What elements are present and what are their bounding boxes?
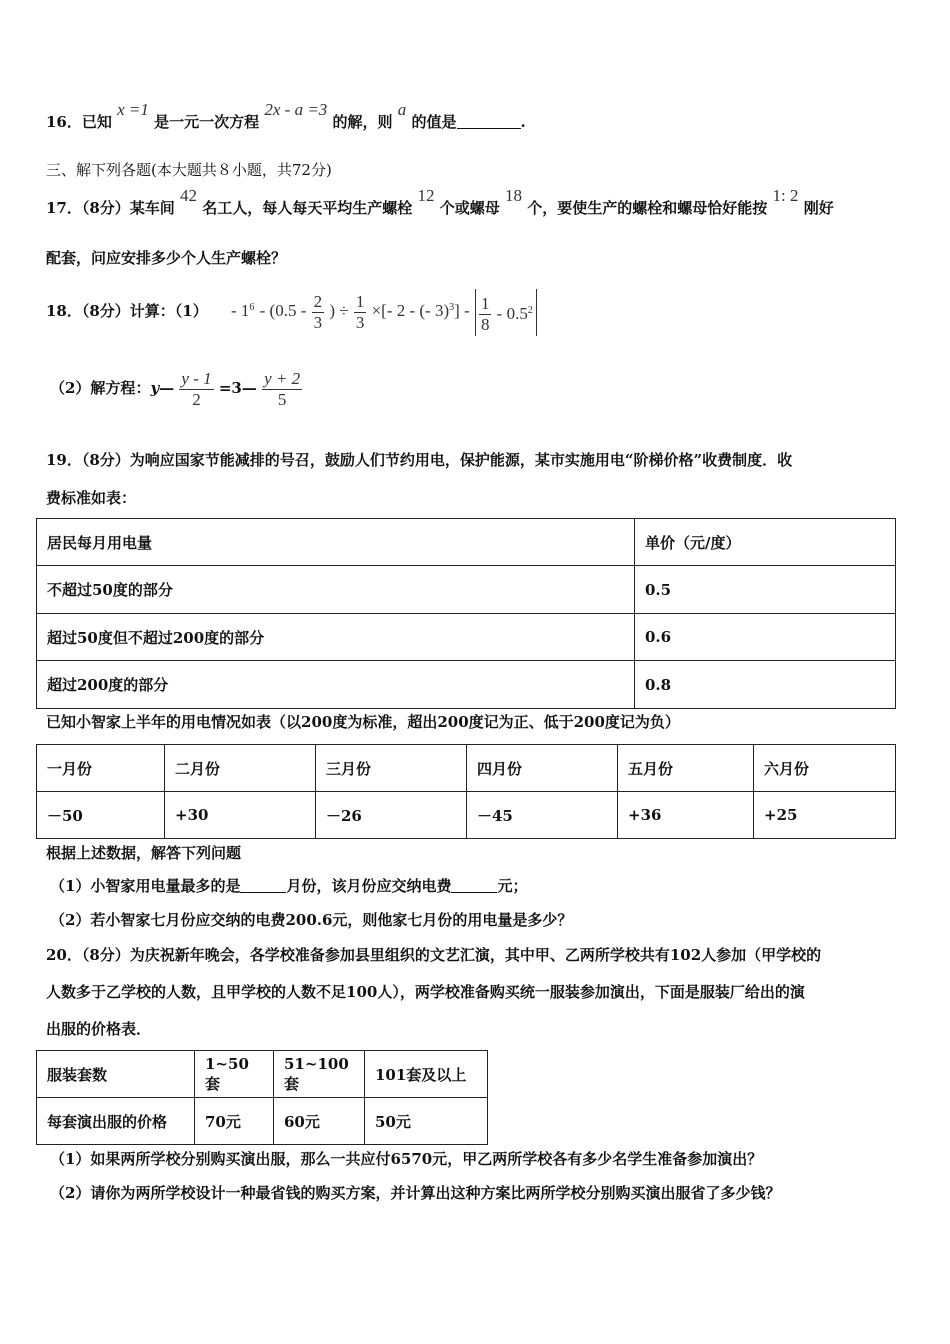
table-row: 居民每月用电量 单价（元/度） [37, 519, 896, 566]
question-19-line-2: 费标准如表： [46, 489, 137, 507]
fraction-y-plus-2-over-5: $\frac{y + 2}{5}$ [264, 368, 301, 409]
question-19-sub-1: （1）小智家用电量最多的是 月份，该月份应交纳电费 元； [50, 877, 528, 895]
question-20-line-2: 人数多于乙学校的人数，且甲学校的人数不足100人），两学校准备购买统一服装参加演出，下面是服装厂给出的演 [46, 983, 805, 1001]
question-20-line-1: 20．（8分）为庆祝新年晚会，各学校准备参加县里组织的文艺汇演，其中甲、乙两所学校共有102人参加（甲学校的 [46, 946, 822, 964]
table-row: 超过50度但不超过200度的部分 0.6 [37, 614, 896, 661]
table-row: 一月份 二月份 三月份 四月份 五月份 六月份 [37, 745, 896, 792]
fraction-one-eighth: $\frac{1}{8}$ [480, 294, 490, 334]
question-17: 17．（8分）某车间 42 名工人，每人每天平均生产螺栓 12 个或螺母 18 个，要使生产的螺栓和螺母恰好能按 1: 2 刚好 [46, 186, 834, 217]
answer-blank [457, 112, 521, 129]
fraction-one-third: $\frac{1}{3}$ [355, 291, 365, 332]
question-20-line-3: 出服的价格表． [46, 1020, 152, 1038]
answer-blank-fee [451, 876, 497, 893]
electricity-price-table [36, 518, 896, 709]
equation-x-equals-1: x =1 [117, 100, 149, 119]
section-3-title: 三、解下列各题(本大题共８小题，共72分) [46, 161, 332, 179]
question-19-after: 根据上述数据，解答下列问题 [46, 844, 242, 862]
equation-2x-minus-a: 2x - a =3 [264, 100, 328, 119]
question-19-line-1: 19．（8分）为响应国家节能减排的号召，鼓励人们节约用电，保护能源，某市实施用电“阶梯价格”收费制度．收 [46, 451, 793, 469]
question-18-part-1: 18．（8分）计算：$(1) - 1^6 - (0.5$ - $\frac{2}{3}$ ) ÷ $\frac{1}{3}$ ×[- 2 - (- 3)$^3$] - $\frac{1}{8}$ - $0.5^2$ [46, 286, 537, 336]
question-20-sub-1: （1）如果两所学校分别购买演出服，那么一共应付6570元，甲乙两所学校各有多少名学生准备参加演出？ [50, 1150, 763, 1168]
table-row: 服装套数 1~50套 51~100套 101套及以上 [37, 1051, 488, 1098]
table-row: －50 +30 －26 －45 +36 +25 [37, 792, 896, 839]
answer-blank-month [240, 876, 286, 893]
question-17-line-2: 配套，问应安排多少个人生产螺栓？ [46, 249, 287, 267]
table-row: 超过200度的部分 0.8 [37, 661, 896, 709]
question-16: 16．已知 x =1 是一元一次方程 2x - a =3 的解，则 a 的值是 . [46, 100, 526, 131]
table-row: 不超过50度的部分 0.5 [37, 566, 896, 614]
question-19-intro-2: 已知小智家上半年的用电情况如表（以200度为标准，超出200度记为正、低于200度记为负） [46, 713, 680, 731]
question-20-sub-2: （2）请你为两所学校设计一种最省钱的购买方案，并计算出这种方案比两所学校分别购买演出服省了多少钱？ [50, 1184, 781, 1202]
monthly-usage-table [36, 744, 896, 839]
fraction-two-thirds: $\frac{2}{3}$ [313, 291, 323, 332]
fraction-y-minus-1-over-2: $\frac{y - 1}{2}$ [181, 368, 212, 409]
table-row: 每套演出服的价格 70元 60元 50元 [37, 1098, 488, 1145]
question-19-sub-2: （2）若小智家七月份应交纳的电费200.6元，则他家七月份的用电量是多少？ [50, 911, 573, 929]
costume-price-table [36, 1050, 488, 1145]
variable-a: a [397, 100, 407, 119]
absolute-value: $\frac{1}{8}$ - $0.5^2$ [475, 289, 537, 336]
question-18-part-2: （2）解方程：y— $\frac{y - 1}{2}$ =3— $\frac{y + 2}{5}$ [50, 368, 301, 409]
